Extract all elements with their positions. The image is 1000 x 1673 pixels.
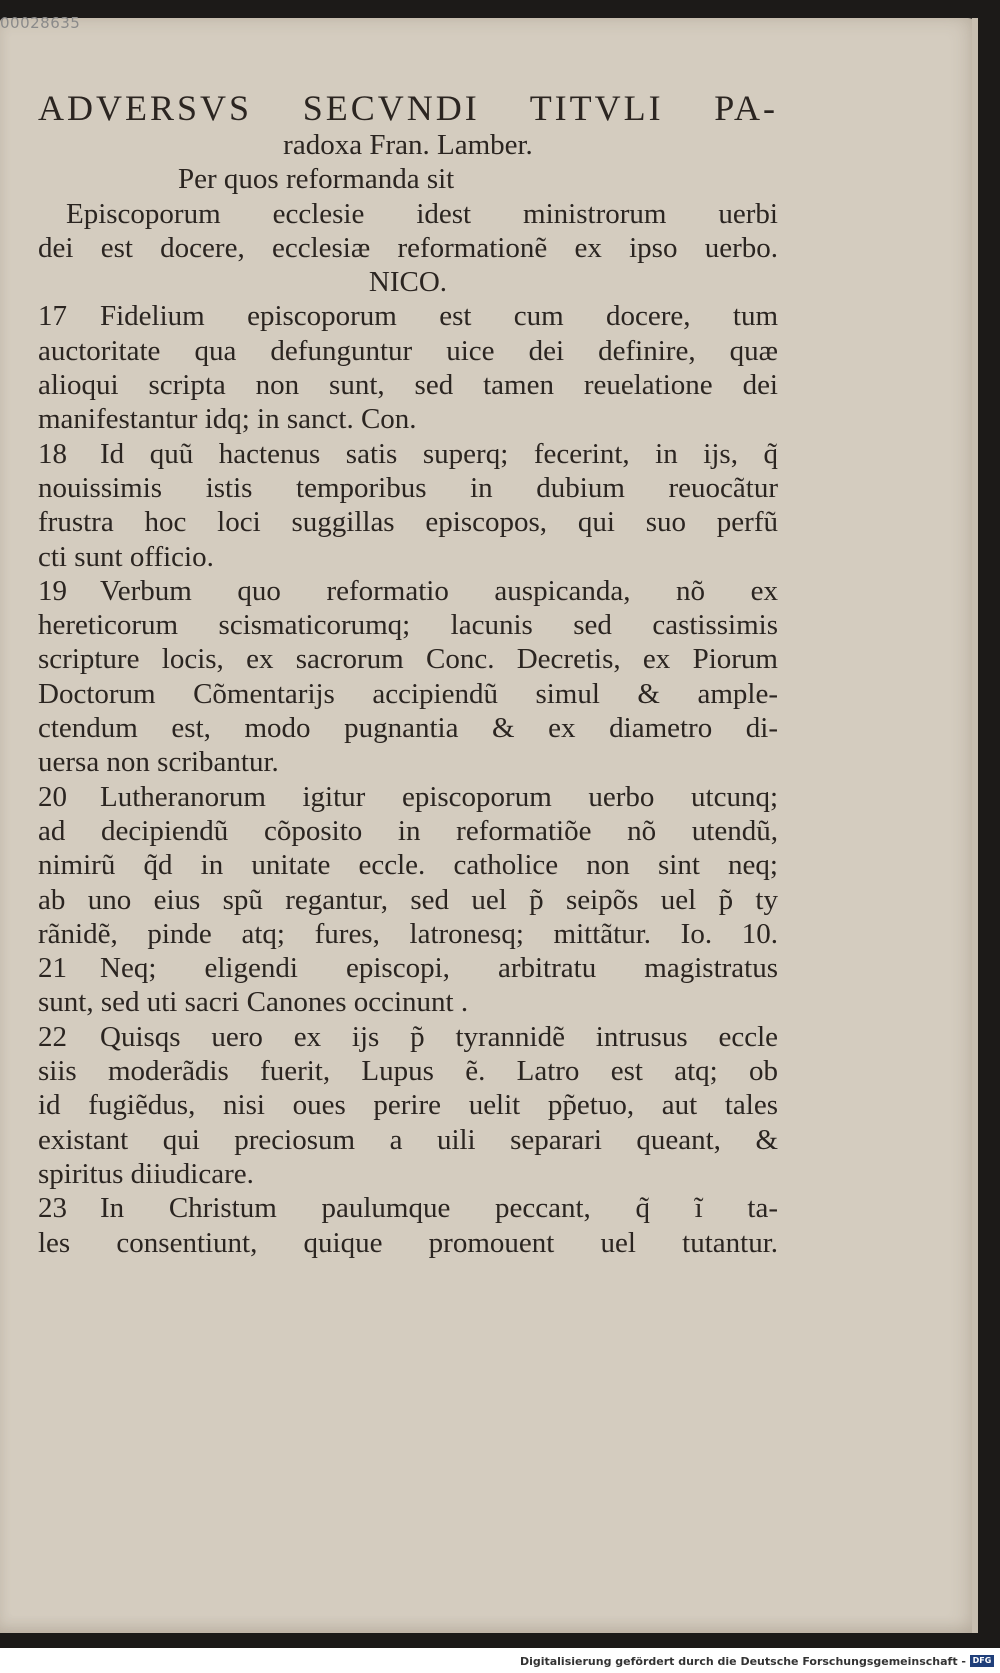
paragraph-line: frustra hoc loci suggillas episcopos, qui suo perfũ: [38, 506, 778, 539]
paragraph-17: [38, 299, 778, 436]
paragraph-number: 22: [38, 1020, 67, 1053]
paragraph-number: 21: [38, 952, 67, 985]
paragraph-19: [38, 574, 778, 780]
paragraph-line: manifestantur idq; in sanct. Con.: [38, 403, 417, 436]
paragraph-23: [38, 1191, 778, 1260]
paragraph-line: cti sunt officio.: [38, 540, 214, 573]
paragraph-line: siis moderãdis fuerit, Lupus ẽ. Latro est atq; ob: [38, 1055, 778, 1088]
paragraph-line: Doctorum Cõmentarijs accipiendũ simul & ample-: [38, 677, 778, 710]
paragraph-number: 20: [38, 780, 67, 813]
paragraph-line: scripture locis, ex sacrorum Conc. Decretis, ex Piorum: [38, 643, 778, 676]
paragraph-number: 19: [38, 574, 67, 607]
paragraph-line: In Christum paulumque peccant, q̃ ĩ ta-: [100, 1192, 778, 1225]
paragraph-20: [38, 780, 778, 951]
funding-notice: Digitalisierung gefördert durch die Deutsche Forschungsgemeinschaft -: [519, 1655, 966, 1668]
page-edge: [972, 18, 978, 1633]
heading-line-3: Per quos reformanda sit: [178, 163, 455, 196]
paragraph-line: nimirũ q̃d in unitate eccle. catholice non sint neq;: [38, 849, 778, 882]
paragraph-22: [38, 1020, 778, 1191]
intro-line-3: NICO.: [368, 266, 448, 299]
paragraph-21: [38, 951, 778, 1020]
paragraph-number: 17: [38, 300, 67, 333]
paragraph-line: Fidelium episcoporum est cum docere, tum: [100, 300, 778, 333]
paragraph-line: Lutheranorum igitur episcoporum uerbo utcunq;: [100, 780, 778, 813]
intro-line-2: dei est docere, ecclesiæ reformationẽ ex ipso uerbo.: [38, 231, 778, 264]
paragraph-line: id fugiẽdus, nisi oues perire uelit pp̃etuo, aut tales: [38, 1089, 778, 1122]
paragraph-line: alioqui scripta non sunt, sed tamen reuelatione dei: [38, 369, 778, 402]
page-text: [38, 88, 778, 1260]
paragraph-line: Neq; eligendi episcopi, arbitratu magistratus: [100, 952, 778, 985]
paragraph-line: rãnidẽ, pinde atq; fures, latronesq; mittãtur. Io. 10.: [38, 917, 778, 950]
paragraph-line: nouissimis istis temporibus in dubium reuocãtur: [38, 471, 778, 504]
paragraph-line: ctendum est, modo pugnantia & ex diametro di-: [38, 712, 778, 745]
paragraph-line: sunt, sed uti sacri Canones occinunt .: [38, 986, 469, 1019]
paragraph-line: uersa non scribantur.: [38, 746, 279, 779]
dfg-logo: DFG: [970, 1655, 994, 1667]
paragraph-line: Id quũ hactenus satis superq; fecerint, in ijs, q̃: [100, 437, 778, 470]
paragraph-number: 18: [38, 437, 67, 470]
paragraph-line: ab uno eius spũ regantur, sed uel p̃ seipõs uel p̃ ty: [38, 883, 778, 916]
paragraph-line: hereticorum scismaticorumq; lacunis sed castissimis: [38, 609, 778, 642]
running-heading: ADVERSVS SECVNDI TITVLI PA-: [38, 88, 778, 128]
footer-bar: [0, 1648, 1000, 1673]
page-id: 00028635: [0, 14, 81, 32]
paragraph-number: 23: [38, 1192, 67, 1225]
paragraph-line: Quisqs uero ex ijs p̃ tyrannidẽ intrusus eccle: [100, 1020, 778, 1053]
intro-line-1: Episcoporum ecclesie idest ministrorum uerbi: [66, 197, 778, 230]
paragraph-line: les consentiunt, quique promouent uel tutantur.: [38, 1226, 778, 1259]
paragraph-line: ad decipiendũ cõposito in reformatiõe nõ utendũ,: [38, 814, 778, 847]
paragraph-line: spiritus diiudicare.: [38, 1157, 254, 1190]
paragraph-line: auctoritate qua defunguntur uice dei definire, quæ: [38, 334, 778, 367]
heading-line-2: radoxa Fran. Lamber.: [283, 129, 533, 161]
paragraph-line: Verbum quo reformatio auspicanda, nõ ex: [100, 574, 778, 607]
paragraph-18: [38, 437, 778, 574]
paragraph-line: existant qui preciosum a uili separari queant, &: [38, 1123, 778, 1156]
